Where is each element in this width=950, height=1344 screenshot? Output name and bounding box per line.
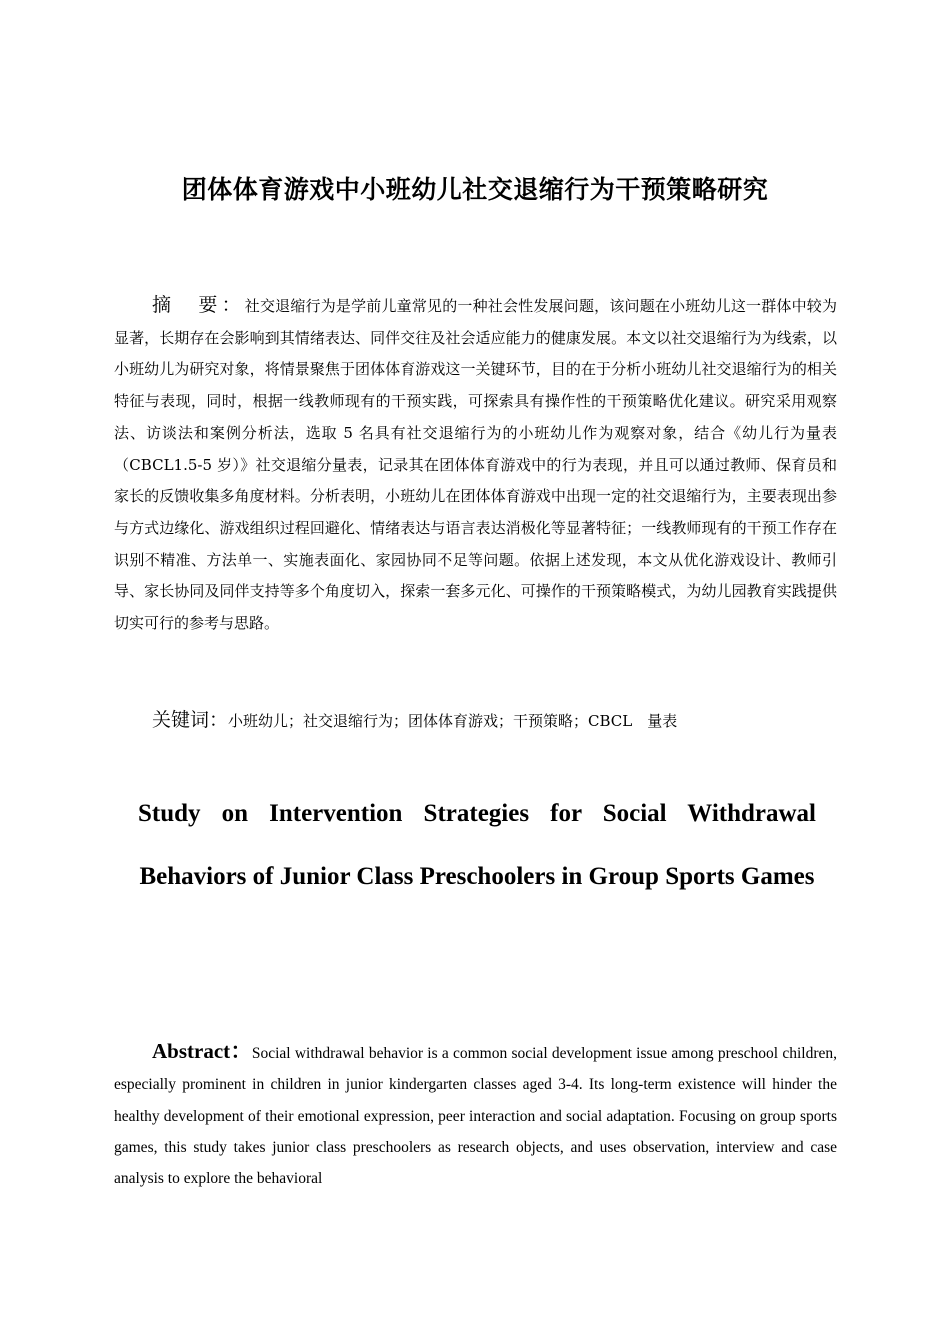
chinese-keywords-label: 关键词：: [152, 709, 229, 731]
chinese-title: 团体体育游戏中小班幼儿社交退缩行为干预策略研究: [181, 175, 769, 204]
english-abstract: [114, 1036, 837, 1194]
chinese-keywords: [152, 704, 842, 737]
english-abstract-text: Social withdrawal behavior is a common social development issue among preschool children, especially prominent in children in junior kindergarten classes aged 3-4. Its long-term existence will hinder the healthy development of their emotional expression, peer interaction and social adaptation. Focusing on group sports games, this study takes junior class preschoolers as research objects, and uses observation, interview and case analysis to explore the behavioral: [114, 1045, 837, 1188]
chinese-abstract-label: 摘 要：: [152, 294, 245, 316]
chinese-abstract: [114, 290, 837, 640]
chinese-keywords-text: 小班幼儿；社交退缩行为；团体体育游戏；干预策略；CBCL 量表: [228, 712, 678, 730]
english-abstract-label: Abstract：: [152, 1039, 252, 1063]
english-title: Study on Intervention Strategies for Social Withdrawal Behaviors of Junior Class Preschoolers in Group Sports Games: [138, 800, 816, 890]
chinese-abstract-text: 社交退缩行为是学前儿童常见的一种社会性发展问题，该问题在小班幼儿这一群体中较为显著，长期存在会影响到其情绪表达、同伴交往及社会适应能力的健康发展。本文以社交退缩行为为线索，以小班幼儿为研究对象，将情景聚焦于团体体育游戏这一关键环节，目的在于分析小班幼儿社交退缩行为的相关特征与表现，同时，根据一线教师现有的干预实践，可探索具有操作性的干预策略优化建议。研究采用观察法、访谈法和案例分析法，选取 5 名具有社交退缩行为的小班幼儿作为观察对象，结合《幼儿行为量表（CBCL1.5-5 岁）》社交退缩分量表，记录其在团体体育游戏中的行为表现，并且可以通过教师、保育员和家长的反馈收集多角度材料。分析表明，小班幼儿在团体体育游戏中出现一定的社交退缩行为，主要表现出参与方式边缘化、游戏组织过程回避化、情绪表达与语言表达消极化等显著特征；一线教师现有的干预工作存在识别不精准、方法单一、实施表面化、家园协同不足等问题。依据上述发现，本文从优化游戏设计、教师引导、家长协同及同伴支持等多个角度切入，探索一套多元化、可操作的干预策略模式，为幼儿园教育实践提供切实可行的参考与思路。: [114, 297, 837, 633]
